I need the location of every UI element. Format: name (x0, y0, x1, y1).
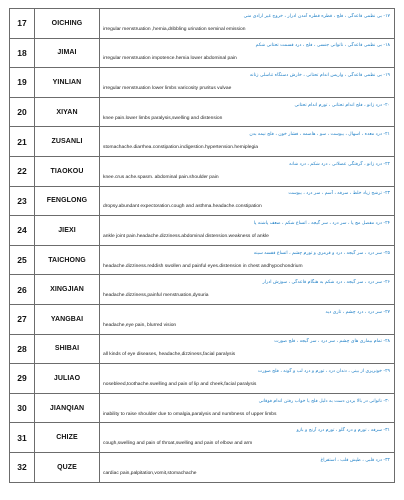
indication-cell (100, 186, 395, 216)
table-row (10, 97, 395, 127)
point-name: TAICHONG (35, 245, 100, 275)
indication-persian: ۱۸- بی نظمی قاعدگی ، ناتوانی جنسی ، فلج ، درد قسمت تحتانی شکم (255, 43, 390, 49)
indication-persian: ۲۶- سر درد ، سر گیجه ، درد شکم به هنگام قاعدگی ، سوزش ادرار (262, 280, 390, 286)
row-number: 25 (10, 245, 35, 275)
row-number: 32 (10, 452, 35, 482)
indication-persian: ۳۰- ناتوانی در بالا بردن دست به دلیل فلج یا خواب رفتن اندام فوقانی (258, 398, 390, 404)
indication-persian: ۲۳- ترشح زیاد خلط ، سرفه ، آسم ، سر درد ، یبوست (288, 191, 390, 197)
indication-cell (100, 245, 395, 275)
row-number: 18 (10, 38, 35, 68)
point-name: CHIZE (35, 423, 100, 453)
table-row (10, 186, 395, 216)
table-row (10, 9, 395, 39)
indication-persian: ۳۲- درد قلبی ، طپش قلب ، استفراغ (320, 457, 390, 463)
table-row (10, 216, 395, 246)
indication-cell (100, 393, 395, 423)
row-number: 27 (10, 304, 35, 334)
indication-cell (100, 423, 395, 453)
point-name: XINGJIAN (35, 275, 100, 305)
indication-persian: ۲۲- درد زانو ، گرفتگی عضلانی ، درد شکم ، درد شانه (289, 161, 390, 167)
indication-cell (100, 216, 395, 246)
indication-persian: ۲۹- خونریزی از بینی ، دندان درد ، تورم و درد لب و گونه ، فلج صورت (257, 368, 390, 374)
indication-persian: ۳۱- سرفه ، تورم و درد گلو ، تورم درد آرنج و بازو (296, 428, 390, 434)
acupoint-table (9, 8, 395, 483)
indication-cell (100, 334, 395, 364)
point-name: JIMAI (35, 38, 100, 68)
row-number: 17 (10, 9, 35, 39)
row-number: 21 (10, 127, 35, 157)
table-row (10, 245, 395, 275)
indication-english: stomachache.diarrhea.constipation.indigestion.hypertension.hemiplegia (103, 145, 258, 151)
indication-persian: ۲۵- سر درد ، سر گیجه ، درد و قرمزی و تورم چشم ، اتساع قفسه سینه (253, 250, 390, 256)
row-number: 23 (10, 186, 35, 216)
point-name: YANGBAI (35, 304, 100, 334)
indication-english: cough,swelling and pain of throat,swelling and pain of elbow and arm (103, 441, 253, 447)
indication-english: knee.crus ache.spasm. abdominal pain.shoulder pain (103, 174, 219, 180)
indication-english: cardiac pain,palpitation,vomit,stomachache (103, 470, 197, 476)
row-number: 24 (10, 216, 35, 246)
indication-persian: ۱۹- بی نظمی قاعدگی ، واریس اندام تحتانی ، خارش دستگاه تناسلی زنانه (249, 72, 390, 78)
row-number: 29 (10, 364, 35, 394)
indication-persian: ۲۰- درد زانو ، فلج اندام تحتانی ، تورم اندام تحتانی (294, 102, 390, 108)
row-number: 20 (10, 97, 35, 127)
indication-english: dropsy.abundant expectoration.cough and asthma.headache.constipation (103, 204, 262, 210)
indication-english: headache,eye pain, blurred vision (103, 322, 177, 328)
indication-english: irregular menstruation lower limbs varicosity pruritus vulvae (103, 85, 232, 91)
indication-english: all kinds of eye diseases, headache,dizziness,facial paralysis (103, 352, 236, 358)
indication-cell (100, 9, 395, 39)
point-name: OICHING (35, 9, 100, 39)
point-name: FENGLONG (35, 186, 100, 216)
indication-persian: ۱۷- بی نظمی قاعدگی ، فلج ، قطره قطره آمدن ادرار ، خروج غیر ارادی منی (243, 13, 390, 19)
indication-cell (100, 156, 395, 186)
indication-cell (100, 127, 395, 157)
point-name: SHIBAI (35, 334, 100, 364)
indication-english: ankle joint pain.headache.dizziness.abdominal distension.weakness of ankle (103, 233, 269, 239)
indication-english: inability to raise shoulder due to omalgia,paralysis and numbness of upper limbs (103, 411, 277, 417)
table-row (10, 334, 395, 364)
point-name: JIEXI (35, 216, 100, 246)
table-row (10, 68, 395, 98)
indication-cell (100, 304, 395, 334)
table-row (10, 127, 395, 157)
point-name: QUZE (35, 452, 100, 482)
table-row (10, 423, 395, 453)
indication-english: irregular menstruation ,hemia,dribbling urination seminal emission (103, 26, 246, 32)
point-name: ZUSANLI (35, 127, 100, 157)
indication-cell (100, 364, 395, 394)
table-row (10, 156, 395, 186)
point-name: JIANQIAN (35, 393, 100, 423)
row-number: 28 (10, 334, 35, 364)
table-row (10, 364, 395, 394)
indication-persian: ۲۸- تمام بیماری های چشم ، سر درد ، سر گیجه ، فلج صورت (274, 339, 390, 345)
indication-cell (100, 68, 395, 98)
indication-cell (100, 275, 395, 305)
indication-english: headache.dizziness,painful menstruation,dysuria (103, 293, 209, 299)
indication-persian: ۲۱- درد معده ، اسهال ، یبوست ، سو ، هاضمه ، فشار خون ، فلج نیمه بدن (249, 132, 390, 138)
indication-english: irregular menstruation impotence.hemia lower abdominal pain (103, 56, 237, 62)
row-number: 31 (10, 423, 35, 453)
table-row (10, 452, 395, 482)
table-body (10, 9, 395, 483)
table-row (10, 393, 395, 423)
indication-persian: ۲۴- درد مفصل مچ پا ، سر درد ، سر گیجه ، اتساع شکم ، ضعف پاشنه پا (253, 220, 390, 226)
indication-persian: ۲۷- سر درد ، درد چشم ، تاری دید (325, 309, 390, 315)
table-row (10, 304, 395, 334)
indication-cell (100, 452, 395, 482)
indication-english: knee pain.lower limbs paralysis,swelling and distension (103, 115, 223, 121)
table-row (10, 38, 395, 68)
row-number: 30 (10, 393, 35, 423)
indication-english: headache.dizziness.reddish swollen and painful eyes.distension in chest andhypochondrium (103, 263, 303, 269)
indication-english: nosebleed,toothache.swelling and pain of lip and cheek,facial paralysis (103, 381, 257, 387)
row-number: 22 (10, 156, 35, 186)
row-number: 19 (10, 68, 35, 98)
point-name: JULIAO (35, 364, 100, 394)
table-row (10, 275, 395, 305)
row-number: 26 (10, 275, 35, 305)
indication-cell (100, 97, 395, 127)
indication-cell (100, 38, 395, 68)
point-name: XIYAN (35, 97, 100, 127)
point-name: TIAOKOU (35, 156, 100, 186)
point-name: YINLIAN (35, 68, 100, 98)
